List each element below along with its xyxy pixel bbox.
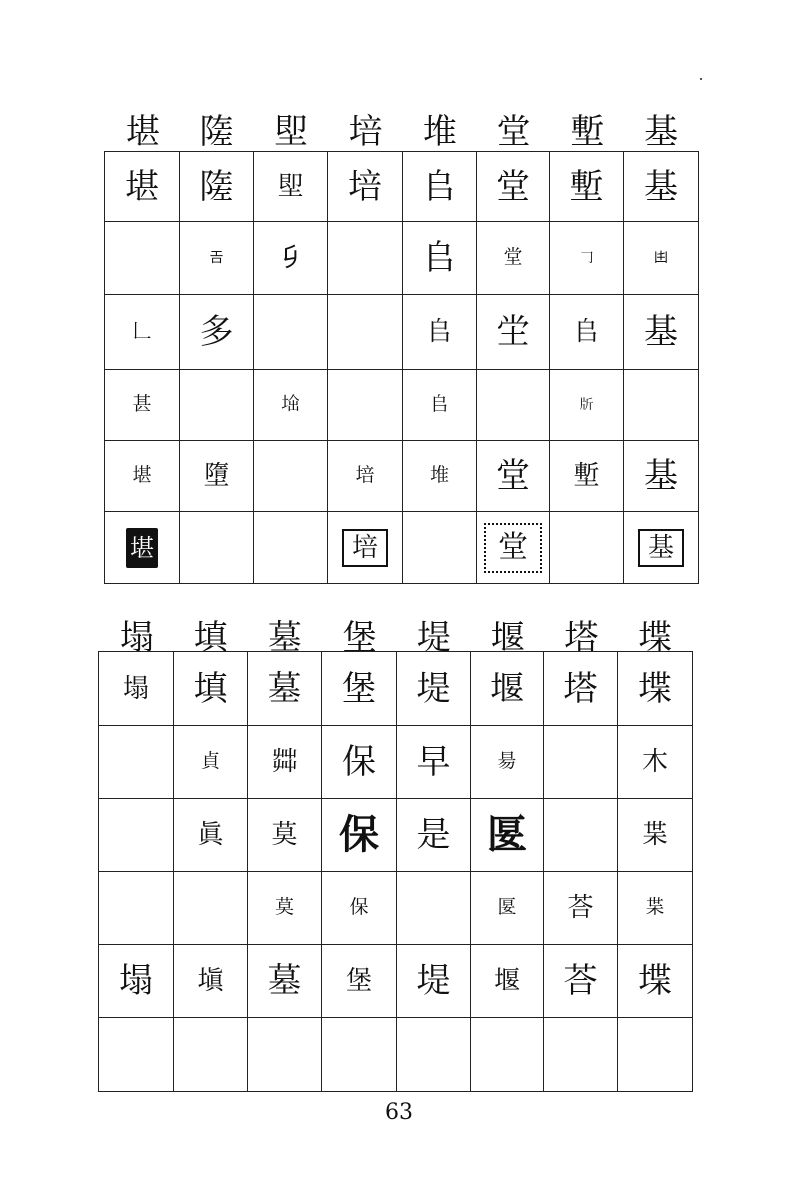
section-2-cell-r6c3 [248,1018,322,1092]
script-glyph: 甚 [132,393,152,415]
section-2-cell-r1c3 [248,652,322,726]
section-2-cell-r3c5 [397,799,471,872]
section-2-cell-r1c8 [618,652,693,726]
script-glyph: 塹 [573,461,600,491]
section-1-cell-r2c5 [403,222,477,295]
script-glyph: 荅 [567,893,594,923]
section-1-cell-r1c6 [477,152,550,222]
section-1-cell-r5c8 [624,441,699,512]
script-glyph: 枼 [645,896,665,918]
script-glyph: 是 [416,815,451,855]
section-1-cell-r6c8 [624,512,699,584]
script-glyph: 𠂤 [422,238,457,278]
script-glyph: 堂 [496,166,530,207]
section-2-cell-r5c1 [99,945,174,1018]
script-glyph: 堆 [429,464,449,486]
section-1-cell-r3c4 [328,295,403,370]
script-glyph: 𣂔 [579,397,594,413]
script-glyph: 多 [199,312,234,352]
section-1-cell-r3c5 [403,295,477,370]
section-1-header-5: 堆 [422,112,457,152]
section-2-row-4 [99,872,693,945]
section-1-cell-r4c5 [403,370,477,441]
section-2-row-3 [99,799,693,872]
section-2-header-5: 堤 [416,618,451,658]
script-glyph: 𠙹 [654,250,668,266]
section-2-header-6: 堰 [490,618,525,658]
script-glyph: 堰 [493,966,520,996]
script-glyph: 堲 [277,171,304,202]
section-1-cell-r1c3 [254,152,328,222]
section-1-cell-r1c4 [328,152,403,222]
script-glyph: 𠂤 [426,317,453,347]
section-2-row-2 [99,726,693,799]
section-1-cell-r2c1 [105,222,180,295]
section-2-cell-r4c7 [544,872,618,945]
section-1-row-3 [105,295,699,370]
section-1-cell-r4c2 [180,370,254,441]
section-2-cell-r3c2 [174,799,248,872]
section-1-cell-r3c2 [180,295,254,370]
script-glyph: 培 [355,464,375,486]
section-1-cell-r1c8 [624,152,699,222]
section-1-row-2 [105,222,699,295]
section-1-header-1: 堪 [125,112,160,152]
section-1-headers [106,104,698,153]
section-1-cell-r1c5 [403,152,477,222]
script-glyph: 𠂤 [422,166,457,207]
section-1-cell-r3c8 [624,295,699,370]
section-2-header-8: 堞 [638,618,673,658]
section-1-table [104,151,699,584]
section-1-cell-r6c6 [477,512,550,584]
section-2-cell-r3c3 [248,799,322,872]
section-2-cell-r6c4 [322,1018,397,1092]
section-1-cell-r2c6 [477,222,550,295]
script-glyph: 匽 [497,896,517,918]
section-1-cell-r5c6 [477,441,550,512]
section-1-cell-r5c2 [180,441,254,512]
section-2-cell-r3c4 [322,799,397,872]
section-1-row-5 [105,441,699,512]
section-1-cell-r6c4 [328,512,403,584]
section-1-cell-r4c1 [105,370,180,441]
section-2-cell-r6c1 [99,1018,174,1092]
speck-mark [700,78,702,80]
section-1-cell-r2c4 [328,222,403,295]
section-1-cell-r5c7 [550,441,624,512]
script-glyph: 荅 [563,961,598,1001]
section-1-cell-r3c6 [477,295,550,370]
section-1-row-6 [105,512,699,584]
script-glyph: 隓 [199,166,234,207]
section-2-cell-r2c7 [544,726,618,799]
section-2-cell-r4c1 [99,872,174,945]
section-2-cell-r4c5 [397,872,471,945]
section-1-row-1 [105,152,699,222]
section-1-row-4 [105,370,699,441]
script-glyph: 墓 [267,961,302,1001]
section-2-cell-r1c4 [322,652,397,726]
section-1-header-6: 堂 [496,112,531,152]
section-1-cell-r3c1 [105,295,180,370]
script-glyph: 𡌜 [280,393,300,415]
section-1-cell-r6c2 [180,512,254,584]
section-1-cell-r5c4 [328,441,403,512]
section-2-cell-r3c6 [471,799,544,872]
script-glyph: 堤 [416,961,451,1001]
section-1-cell-r4c3 [254,370,328,441]
section-2-row-5 [99,945,693,1018]
section-1-cell-r6c1 [105,512,180,584]
section-1-cell-r6c7 [550,512,624,584]
script-glyph: 堞 [638,961,672,1001]
section-2-cell-r5c3 [248,945,322,1018]
script-glyph: 堪 [125,166,159,207]
section-2-row-6 [99,1018,693,1092]
section-2-header-1: 塌 [119,618,154,658]
section-2-cell-r2c8 [618,726,693,799]
section-1-cell-r4c7 [550,370,624,441]
section-2-cell-r4c6 [471,872,544,945]
script-glyph: 眞 [197,820,224,850]
script-glyph: 塔 [563,668,598,709]
section-2-row-1 [99,652,693,726]
section-2-cell-r2c6 [471,726,544,799]
script-glyph: 墓 [267,668,302,709]
page-number: 63 [385,1100,413,1125]
script-glyph: 塹 [569,166,604,207]
script-glyph: 堪 [132,464,152,486]
script-glyph: 𢀛 [209,250,224,266]
section-2-cell-r4c2 [174,872,248,945]
script-glyph: 坣 [496,312,530,352]
section-2-cell-r2c1 [99,726,174,799]
seal-glyph: 堪 [126,528,158,568]
section-1-header-8: 基 [644,112,679,152]
script-glyph: 堂 [503,246,523,268]
script-glyph: 堂 [496,456,530,496]
script-glyph: 堡 [345,966,372,996]
section-1-cell-r4c8 [624,370,699,441]
section-2-cell-r5c8 [618,945,693,1018]
section-1-cell-r4c6 [477,370,550,441]
script-glyph: 枼 [641,820,668,850]
section-2-cell-r5c7 [544,945,618,1018]
section-1-header-3: 堲 [273,112,308,152]
script-glyph: 𠂎 [277,243,304,273]
section-2-cell-r1c5 [397,652,471,726]
section-1-cell-r1c1 [105,152,180,222]
section-2-cell-r3c7 [544,799,618,872]
section-1-cell-r2c3 [254,222,328,295]
section-2-header-3: 墓 [267,618,302,658]
section-1-cell-r1c7 [550,152,624,222]
seal-glyph: 堂 [484,523,542,573]
section-2-cell-r2c4 [322,726,397,799]
section-1-cell-r5c1 [105,441,180,512]
section-2-cell-r3c8 [618,799,693,872]
section-1-header-4: 培 [348,112,383,152]
script-glyph: 基 [644,456,678,496]
section-2-cell-r4c8 [618,872,693,945]
script-glyph: 茻 [271,747,298,777]
section-2-cell-r6c5 [397,1018,471,1092]
script-glyph: 莫 [271,820,298,850]
section-2-table [98,651,693,1092]
section-1-cell-r3c7 [550,295,624,370]
section-2-cell-r6c6 [471,1018,544,1092]
script-glyph: 基 [644,312,678,352]
section-1-cell-r6c3 [254,512,328,584]
section-2-cell-r5c4 [322,945,397,1018]
script-glyph: 早 [416,742,451,782]
section-2-header-4: 堡 [342,618,377,658]
section-1-cell-r5c5 [403,441,477,512]
script-glyph: 𠂤 [429,393,449,415]
script-glyph: 莫 [274,896,294,918]
section-1-header-2: 隓 [199,112,234,152]
script-glyph: 墮 [203,461,230,491]
section-2-cell-r5c2 [174,945,248,1018]
script-glyph: 塡 [197,966,224,996]
section-1-cell-r3c3 [254,295,328,370]
section-2-cell-r1c2 [174,652,248,726]
script-glyph: 堰 [490,668,524,709]
section-1-cell-r4c4 [328,370,403,441]
script-glyph: 保 [339,812,379,858]
section-1-cell-r1c2 [180,152,254,222]
script-glyph: 培 [348,166,382,207]
section-2-cell-r5c5 [397,945,471,1018]
section-2-cell-r4c4 [322,872,397,945]
section-2-cell-r2c2 [174,726,248,799]
section-1-cell-r2c8 [624,222,699,295]
section-2-cell-r4c3 [248,872,322,945]
script-glyph: 堞 [638,668,672,709]
section-2-header-7: 塔 [564,618,599,658]
section-2-cell-r6c2 [174,1018,248,1092]
section-1-cell-r2c7 [550,222,624,295]
script-glyph: 堡 [342,668,376,709]
script-glyph: 塌 [119,961,153,1001]
section-2-cell-r2c3 [248,726,322,799]
script-glyph: 昜 [497,750,517,772]
script-glyph: 匽 [487,812,527,858]
section-2-cell-r3c1 [99,799,174,872]
section-2-header-2: 填 [193,618,228,658]
script-glyph: 貞 [200,750,220,772]
section-2-cell-r6c7 [544,1018,618,1092]
section-2-cell-r2c5 [397,726,471,799]
section-2-cell-r5c6 [471,945,544,1018]
section-1-header-7: 塹 [570,112,605,152]
section-2-cell-r1c7 [544,652,618,726]
section-2-cell-r1c6 [471,652,544,726]
section-1-cell-r2c2 [180,222,254,295]
script-glyph: 𠃌 [579,250,594,266]
script-glyph: 木 [641,747,668,777]
script-glyph: 𠃊 [132,320,152,342]
script-glyph: 保 [349,896,369,918]
section-1-cell-r6c5 [403,512,477,584]
section-1-cell-r5c3 [254,441,328,512]
script-glyph: 保 [342,742,376,782]
section-2-cell-r1c1 [99,652,174,726]
script-glyph: 𠂤 [573,317,600,347]
seal-glyph: 培 [342,529,388,567]
script-glyph: 基 [644,166,678,207]
script-glyph: 塌 [122,673,149,704]
script-glyph: 填 [193,668,228,709]
section-2-cell-r6c8 [618,1018,693,1092]
script-glyph: 堤 [416,668,451,709]
seal-glyph: 基 [638,529,684,567]
